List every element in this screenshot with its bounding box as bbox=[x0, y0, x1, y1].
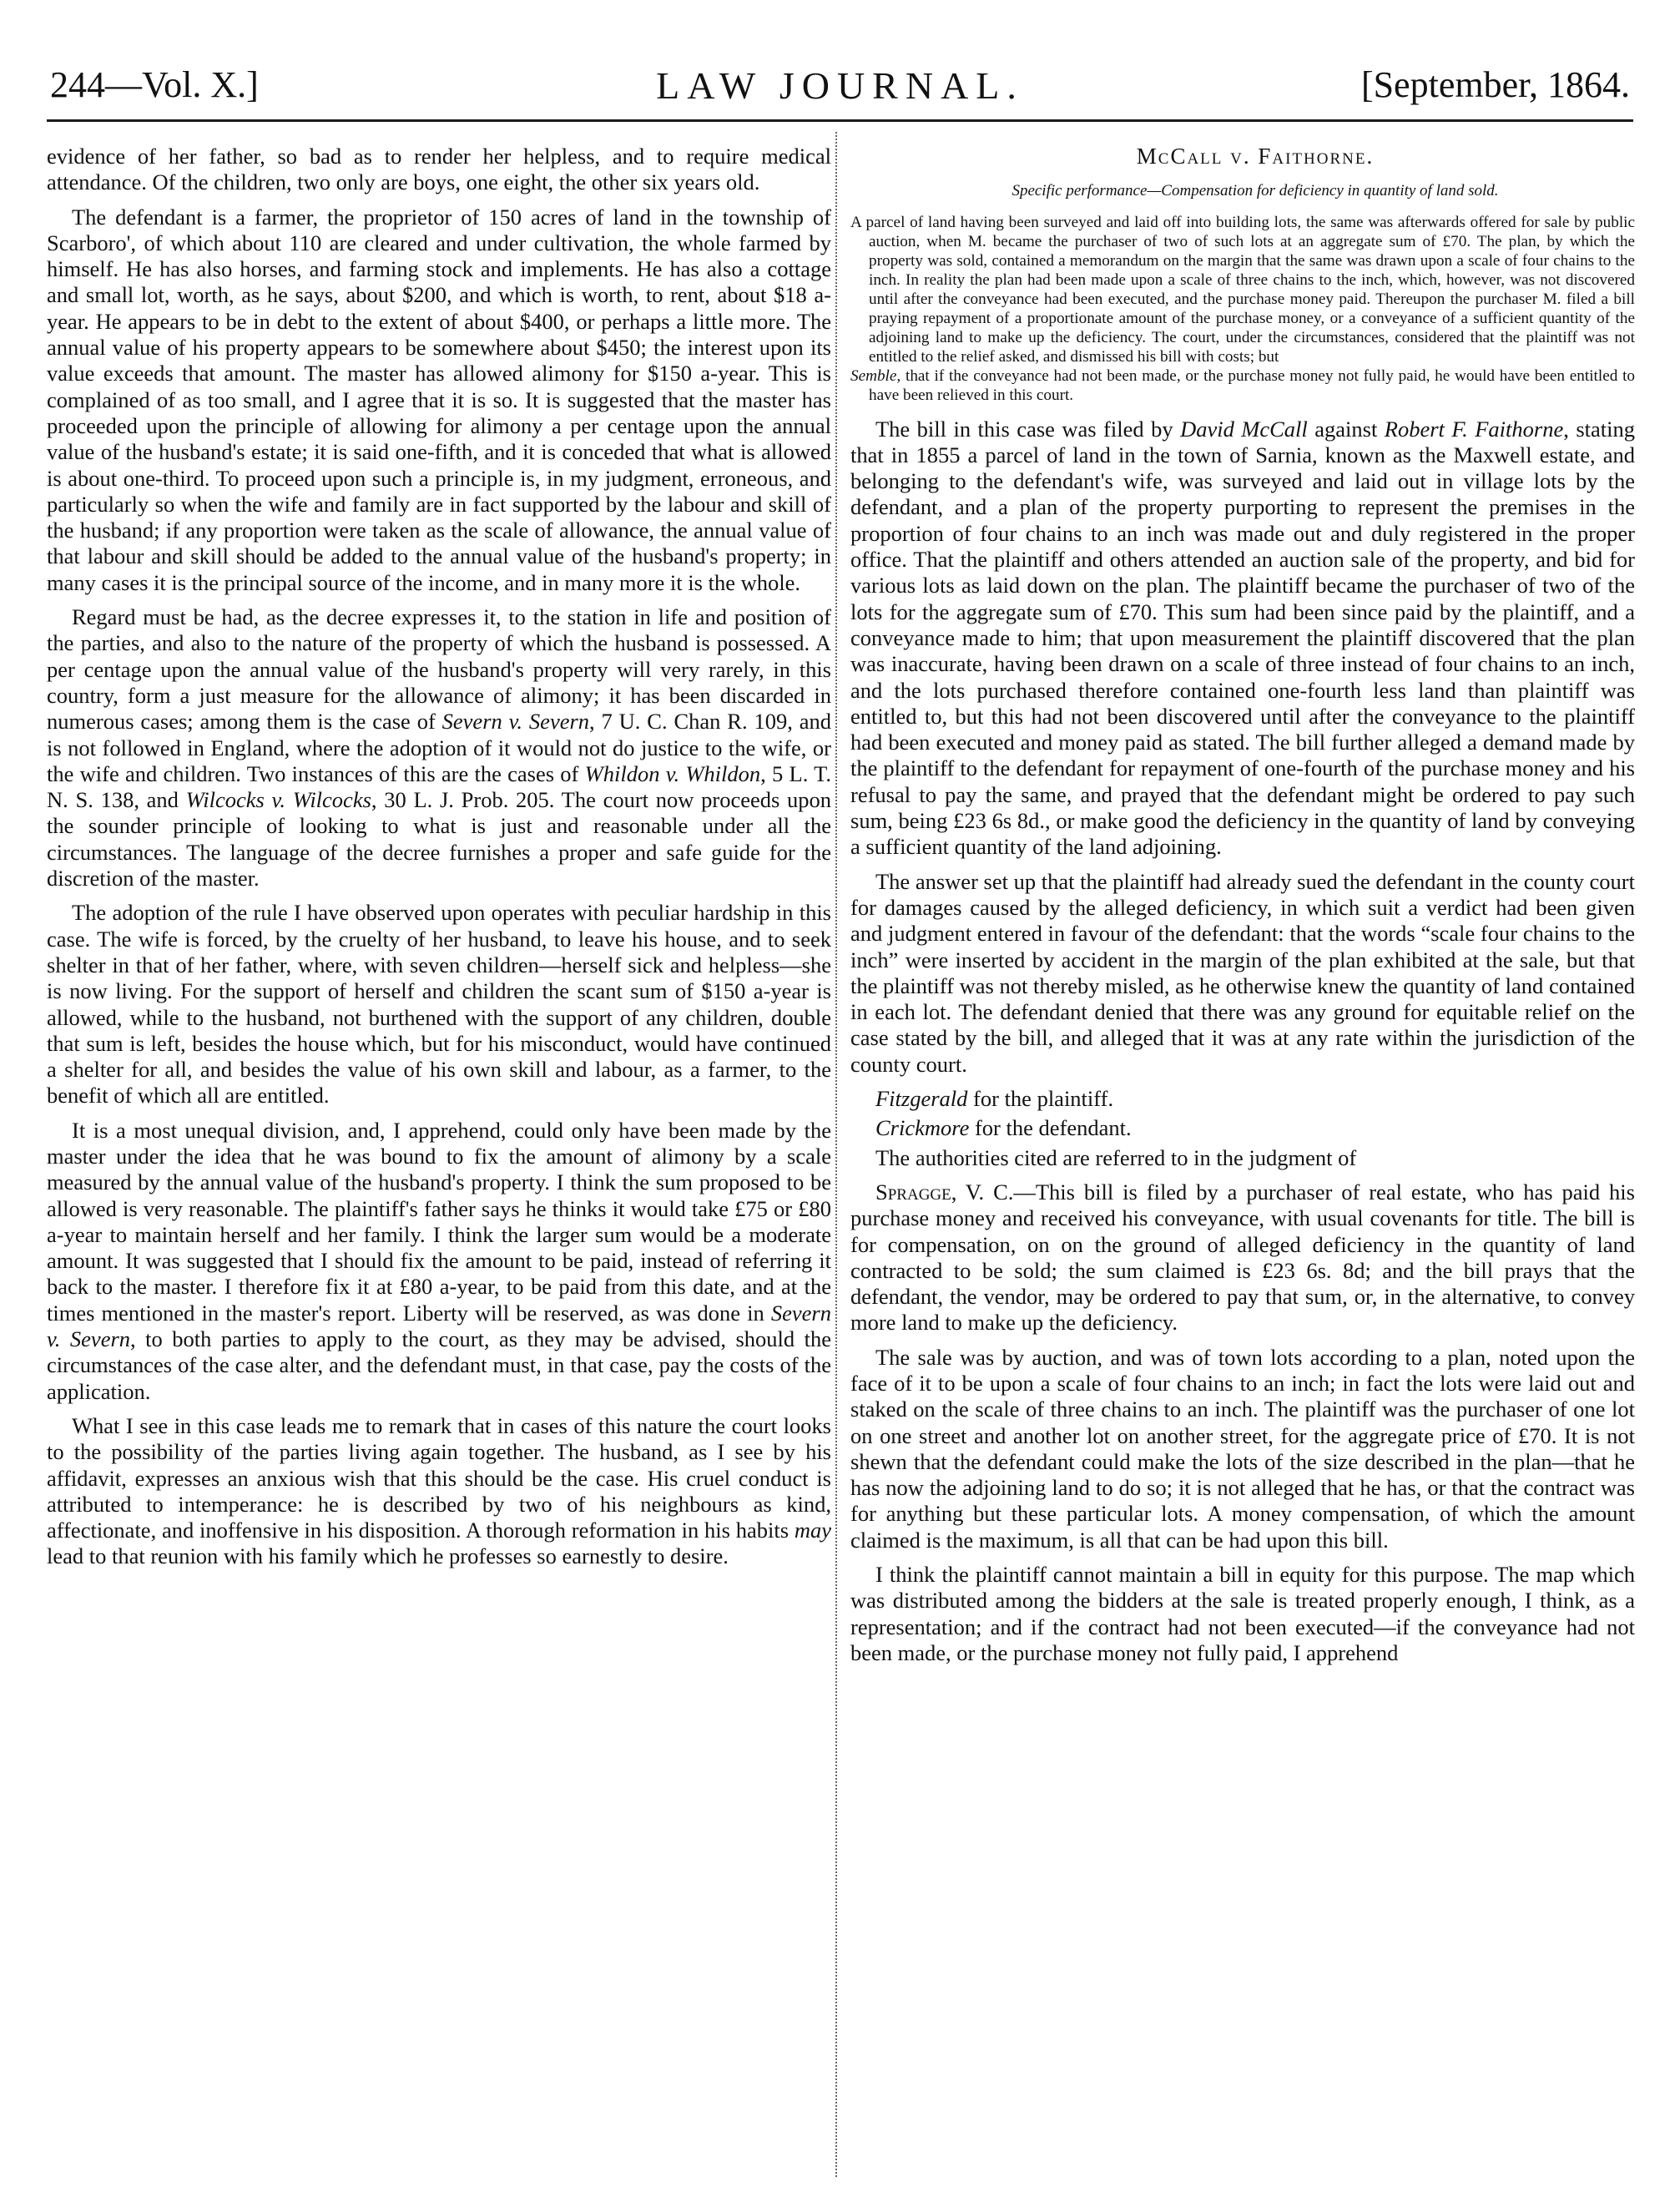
paragraph bbox=[850, 417, 1635, 861]
paragraph: The answer set up that the plaintiff had already sued the defendant in the county court for damages caused by the alleged deficiency, in which suit a verdict had been given and judgment entered in favour of the defendant: that the words “scale four chains to the inch” were inserted by accident in the margin of the plan exhibited at the sale, but that the plaintiff was not thereby misled, as he otherwise knew the quantity of land contained in each lot. The defendant denied that there was any ground for equitable relief on the case stated by the bill, and alleged that it was at any rate within the jurisdiction of the county court. bbox=[850, 868, 1635, 1077]
paragraph bbox=[47, 604, 831, 891]
paragraph bbox=[47, 1118, 831, 1405]
running-header bbox=[47, 18, 1633, 105]
case-subtitle: Specific performance—Compensation for deficiency in quantity of land sold. bbox=[1012, 182, 1499, 200]
journal-title: LAW JOURNAL. bbox=[656, 64, 1024, 107]
semble-label: Semble, bbox=[850, 366, 901, 385]
counsel-name: Crickmore bbox=[875, 1115, 970, 1141]
left-column bbox=[47, 144, 831, 1578]
text-run: , stating that in 1855 a parcel of land in the town of Sarnia, known as the Maxwell estate, and belonging to the defendant's wife, was surveyed and laid out in village lots by the defendant, and a plan of the property purporting to represent the premises in the proportion of four chains to an inch was made out and duly registered in the proper office. That the plaintiff and others attended an auction sale of the property, and bid for various lots as laid down on the plan. The plaintiff became the purchaser of two of the lots for the aggregate sum of £70. This sum had been since paid by the plaintiff, and a conveyance made to him; that upon measurement the plaintiff discovered that the plan was inaccurate, having been drawn on a scale of three instead of four chains to an inch, and the lots purchased therefore contained one-fourth less land than plaintiff was entitled to, but this had not been discovered until after the conveyance to the plaintiff had been executed and money paid as stated. The bill further alleged a demand made by the plaintiff to the defendant for repayment of one-fourth of the purchase money and his refusal to pay the same, and prayed that the defendant might be ordered to pay such sum, being £23 6s 8d., or make good the deficiency in the quantity of land by conveying a sufficient quantity of the land adjoining. bbox=[850, 416, 1635, 860]
text-run: It is a most unequal division, and, I apprehend, could only have been made by the master under the idea that he was bound to fix the amount of alimony by a scale measured by the annual value of the husband's property. I think the sum proposed to be allowed is very reasonable. The plaintiff's father says he thinks it would take £75 or £80 a-year to maintain herself and her family. I think the larger sum would be a moderate amount. It was suggested that I should fix the amount to be paid, instead of referring it back to the master. I therefore fix it at £80 a-year, to be paid from this date, and at the times mentioned in the master's report. Liberty will be reserved, as was done in bbox=[47, 1117, 831, 1326]
text-run: for the plaintiff. bbox=[967, 1086, 1114, 1112]
text-run: that if the conveyance had not been made, or the purchase money not fully paid, he would have been entitled to have been relieved in this court. bbox=[869, 366, 1635, 404]
text-run: for the defendant. bbox=[969, 1115, 1132, 1141]
text-run: against bbox=[1307, 416, 1385, 442]
text-run: What I see in this case leads me to remark that in cases of this nature the court looks to the possibility of the parties living again together. The husband, as I see by his affidavit, expresses an anxious wish that this should be the case. His cruel conduct is attributed to intemperance: he is described by two of his neighbours as kind, affectionate, and inoffensive in his disposition. A thorough reformation in his habits bbox=[47, 1412, 831, 1543]
text-run: , 7 U. C. Chan R. 109, and is not followed in England, where the adoption of it would not do justice to the wife, or the wife and children. Two instances of this are the cases of bbox=[47, 709, 831, 786]
text-run: , 5 L. T. N. S. 138, and bbox=[47, 760, 831, 813]
headnote-text: A parcel of land having been surveyed and laid off into building lots, the same was afterwards offered for sale by public auction, when M. became the purchaser of two of such lots at an aggregate sum of £70. The plan, by which the property was sold, contained a memorandum on the margin that the same was drawn upon a scale of four chains to the inch. In reality the plan had been made upon a scale of three chains to the inch, which, however, was not discovered until after the conveyance had been executed, and the purchase money paid. Thereupon the purchaser M. filed a bill praying repayment of a proportionate amount of the purchase money, or a conveyance of a sufficient quantity of the adjoining land to make up the deficiency. The court, under the circumstances, considered that the plaintiff was not entitled to the relief asked, and dismissed his bill with costs; but bbox=[850, 213, 1635, 366]
party-name: Robert F. Faithorne bbox=[1384, 416, 1564, 442]
page-volume-label: 244—Vol. X.] bbox=[50, 64, 259, 105]
judge-name: Spragge, V. C. bbox=[875, 1179, 1014, 1205]
case-citation: Whildon v. Whildon bbox=[584, 760, 761, 786]
counsel-plaintiff bbox=[850, 1086, 1635, 1112]
paragraph: The adoption of the rule I have observed upon operates with peculiar hardship in this case. The wife is forced, by the cruelty of her husband, to leave his house, and to seek shelter in that of her father, where, with seven children—herself sick and helpless—she is now living. For the support of herself and children the scant sum of $150 a-year is allowed, while to the husband, not burthened with the support of any children, double that sum is left, besides the house which, but for his misconduct, would have continued a shelter for all, and besides the value of his own skill and labour, as a farmer, to the benefit of which all are entitled. bbox=[47, 900, 831, 1109]
text-run: , to both parties to apply to the court, as they may be advised, should the circumstances of the case alter, and the defendant must, in that case, pay the costs of the application. bbox=[47, 1326, 831, 1404]
emphasis: may bbox=[794, 1518, 831, 1543]
paragraph: evidence of her father, so bad as to render her helpless, and to require medical attendance. Of the children, two only are boys, one eight, the other six years old. bbox=[47, 144, 831, 195]
case-citation: Wilcocks v. Wilcocks bbox=[185, 787, 371, 813]
paragraph: The authorities cited are referred to in the judgment of bbox=[875, 1144, 1357, 1170]
header-rule bbox=[47, 119, 1633, 122]
party-name: David McCall bbox=[1180, 416, 1308, 442]
counsel-defendant bbox=[850, 1115, 1635, 1141]
text-run: —This bill is filed by a purchaser of real estate, who has paid his purchase money and received his conveyance, with usual covenants for title. The bill is for compensation, on on the ground of alleged deficiency in the quantity of land contracted to be sold; the sum claimed is £23 6s. 8d; and the bill prays that the defendant, the vendor, may be ordered to pay that sum, or, in the alternative, to convey more land to make up the deficiency. bbox=[850, 1179, 1635, 1336]
text-run: Regard must be had, as the decree expresses it, to the station in life and position of the parties, and also to the nature of the property of which the husband is possessed. A per centage upon the annual value of the husband's property will very rarely, in this country, form a just measure for the allowance of alimony; it has been discarded in numerous cases; among them is the case of bbox=[47, 604, 831, 735]
paragraph: I think the plaintiff cannot maintain a bill in equity for this purpose. The map which was distributed among the bidders at the sale is treated properly enough, I think, as a representation; and if the contract had not been executed—if the conveyance had not been made, or the purchase money not fully paid, I apprehend bbox=[850, 1562, 1635, 1665]
case-title: McCall v. Faithorne. bbox=[1136, 144, 1375, 169]
paragraph bbox=[850, 1179, 1635, 1336]
text-run: The bill in this case was filed by bbox=[875, 416, 1181, 442]
column-divider bbox=[835, 132, 837, 2177]
case-citation: Severn v. Severn bbox=[441, 709, 590, 735]
counsel-name: Fitzgerald bbox=[875, 1086, 968, 1112]
text-run: , 30 L. J. Prob. 205. The court now proceeds upon the sounder principle of looking to what is just and reasonable under all the circumstances. The language of the decree furnishes a proper and safe guide for the discretion of the master. bbox=[47, 787, 832, 891]
text-run: lead to that reunion with his family which he professes so earnestly to desire. bbox=[47, 1543, 729, 1569]
case-citation: Severn v. Severn bbox=[47, 1300, 831, 1352]
paragraph: The sale was by auction, and was of town lots according to a plan, noted upon the face of it to be upon a scale of four chains to an inch; in fact the lots were laid out and staked on the scale of three chains to an inch. The plaintiff was the purchaser of one lot on one street and another lot on another street, for the aggregate price of £70. It is not shewn that the defendant could make the lots of the size described in the plan—that he has now the adjoining land to do so; it is not alleged that he has, or that the contract was for anything but these particular lots. A money compensation, of which the amount claimed is the maximum, is all that can be had upon this bill. bbox=[850, 1344, 1635, 1553]
issue-date: [September, 1864. bbox=[1360, 64, 1630, 105]
paragraph bbox=[47, 1413, 831, 1570]
headnote bbox=[850, 213, 1635, 405]
right-column bbox=[850, 144, 1635, 1674]
headnote-semble bbox=[850, 366, 1635, 405]
paragraph: The defendant is a farmer, the proprietor of 150 acres of land in the township of Scarboro', of which about 110 are cleared and under cultivation, the whole farmed by himself. He has also horses, and farming stock and implements. He has also a cottage and small lot, worth, as he says, about $200, and which is worth, to rent, about $18 a-year. He appears to be in debt to the extent of about $400, or perhaps a little more. The annual value of his property appears to be somewhere about $450; the interest upon its value exceeds that amount. The master has allowed alimony for $150 a-year. This is complained of as too small, and I agree that it is so. It is suggested that the master has proceeded upon the principle of allowing for alimony a per centage upon the annual value of the husband's estate; it is said one-fifth, and it is conceded that what is allowed is about one-third. To proceed upon such a principle is, in my judgment, erroneous, and particularly so when the wife and family are in fact supported by the labour and skill of the husband; if any proportion were taken as the scale of allowance, the annual value of that labour and skill should be added to the annual value of the husband's property; in many cases it is the principal source of the income, and in many more it is the whole. bbox=[47, 204, 831, 595]
